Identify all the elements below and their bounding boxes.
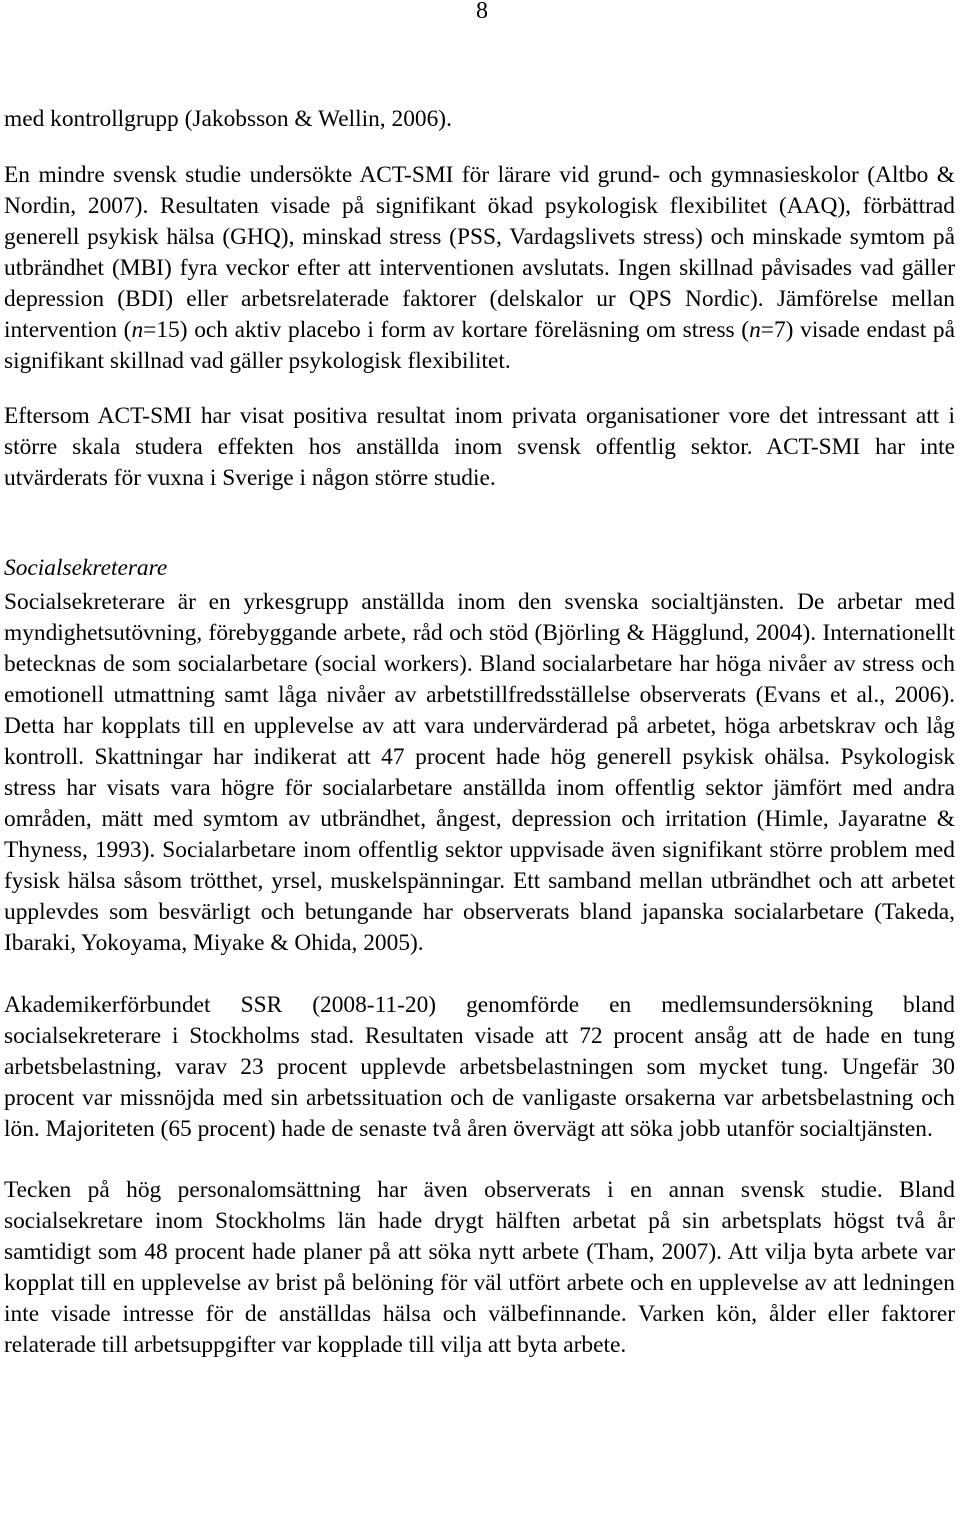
paragraph-text: =15) och aktiv placebo i form av kortare föreläsning om stress (: [143, 317, 750, 343]
paragraph-text: En mindre svensk studie undersökte ACT-SMI för lärare vid grund- och gymnasieskolor (Altbo & Nordin, 2007). Resultaten visade på signifikant ökad psykologisk flexibilitet (AAQ), förbättrad generell psykisk hälsa (GHQ), minskad stress (PSS, Vardagslivets stress) och minskade symtom på utbrändhet (MBI) fyra veckor efter att interventionen avslutats. Ingen skillnad påvisades vad gäller depression (BDI) eller arbetsrelaterade faktorer (delskalor ur QPS Nordic). Jämförelse mellan intervention (: [4, 162, 955, 343]
document-body: [4, 104, 955, 1361]
page-number: 8: [476, 0, 488, 24]
paragraph-ssr-survey: Akademikerförbundet SSR (2008-11-20) genomförde en medlemsundersökning bland socialsekreterare i Stockholms stad. Resultaten visade att 72 procent ansåg att de hade en tung arbetsbelastning, varav 23 procent upplevde arbetsbelastningen som mycket tung. Ungefär 30 procent var missnöjda med sin arbetssituation och de vanligaste orsakerna var arbetsbelastning och lön. Majoriteten (65 procent) hade de senaste två åren övervägt att söka jobb utanför socialtjänsten.: [4, 992, 955, 1142]
section-heading: Socialsekreterare: [4, 555, 168, 581]
paragraph-act-smi-study: [4, 160, 955, 377]
paragraph-continuation: med kontrollgrupp (Jakobsson & Wellin, 2006).: [4, 106, 452, 132]
sample-size-symbol: n: [131, 317, 144, 343]
paragraph-turnover: Tecken på hög personalomsättning har även observerats i en annan svensk studie. Bland socialsekretare inom Stockholms län hade drygt hälften arbetat på sin arbetsplats högst två år samtidigt som 48 procent hade planer på att söka nytt arbete (Tham, 2007). Att vilja byta arbete var kopplat till en upplevelse av brist på belöning för väl utfört arbete och en upplevelse av att ledningen inte visade intresse för de anställdas hälsa och välbefinnande. Varken kön, ålder eller faktorer relaterade till arbetsuppgifter var kopplade till vilja att byta arbete.: [4, 1177, 955, 1358]
paragraph-text: =7) visade endast på signifikant skillnad vad gäller psykologisk flexibilitet.: [4, 317, 956, 374]
paragraph-public-sector: Eftersom ACT-SMI har visat positiva resultat inom privata organisationer vore det intressant att i större skala studera effekten hos anställda inom svensk offentlig sektor. ACT-SMI har inte utvärderats för vuxna i Sverige i någon större studie.: [4, 403, 955, 491]
sample-size-symbol: n: [749, 317, 761, 343]
paragraph-socialsekreterare: Socialsekreterare är en yrkesgrupp anställda inom den svenska socialtjänsten. De arbetar med myndighetsutövning, förebyggande arbete, råd och stöd (Björling & Hägglund, 2004). Internationellt betecknas de som socialarbetare (social workers). Bland socialarbetare har höga nivåer av stress och emotionell utmattning samt låga nivåer av arbetstillfredsställelse observerats (Evans et al., 2006). Detta har kopplats till en upplevelse av att vara undervärderad på arbetet, höga arbetskrav och låg kontroll. Skattningar har indikerat att 47 procent hade hög generell psykisk ohälsa. Psykologisk stress har visats vara högre för socialarbetare anställda inom offentlig sektor jämfört med andra områden, mätt med symtom av utbrändhet, ångest, depression och irritation (Himle, Jayaratne & Thyness, 1993). Socialarbetare inom offentlig sektor uppvisade även signifikant större problem med fysisk hälsa såsom trötthet, yrsel, muskelspänningar. Ett samband mellan utbrändhet och att arbetet upplevdes som besvärligt och betungande har observerats bland japanska socialarbetare (Takeda, Ibaraki, Yokoyama, Miyake & Ohida, 2005).: [4, 589, 955, 956]
